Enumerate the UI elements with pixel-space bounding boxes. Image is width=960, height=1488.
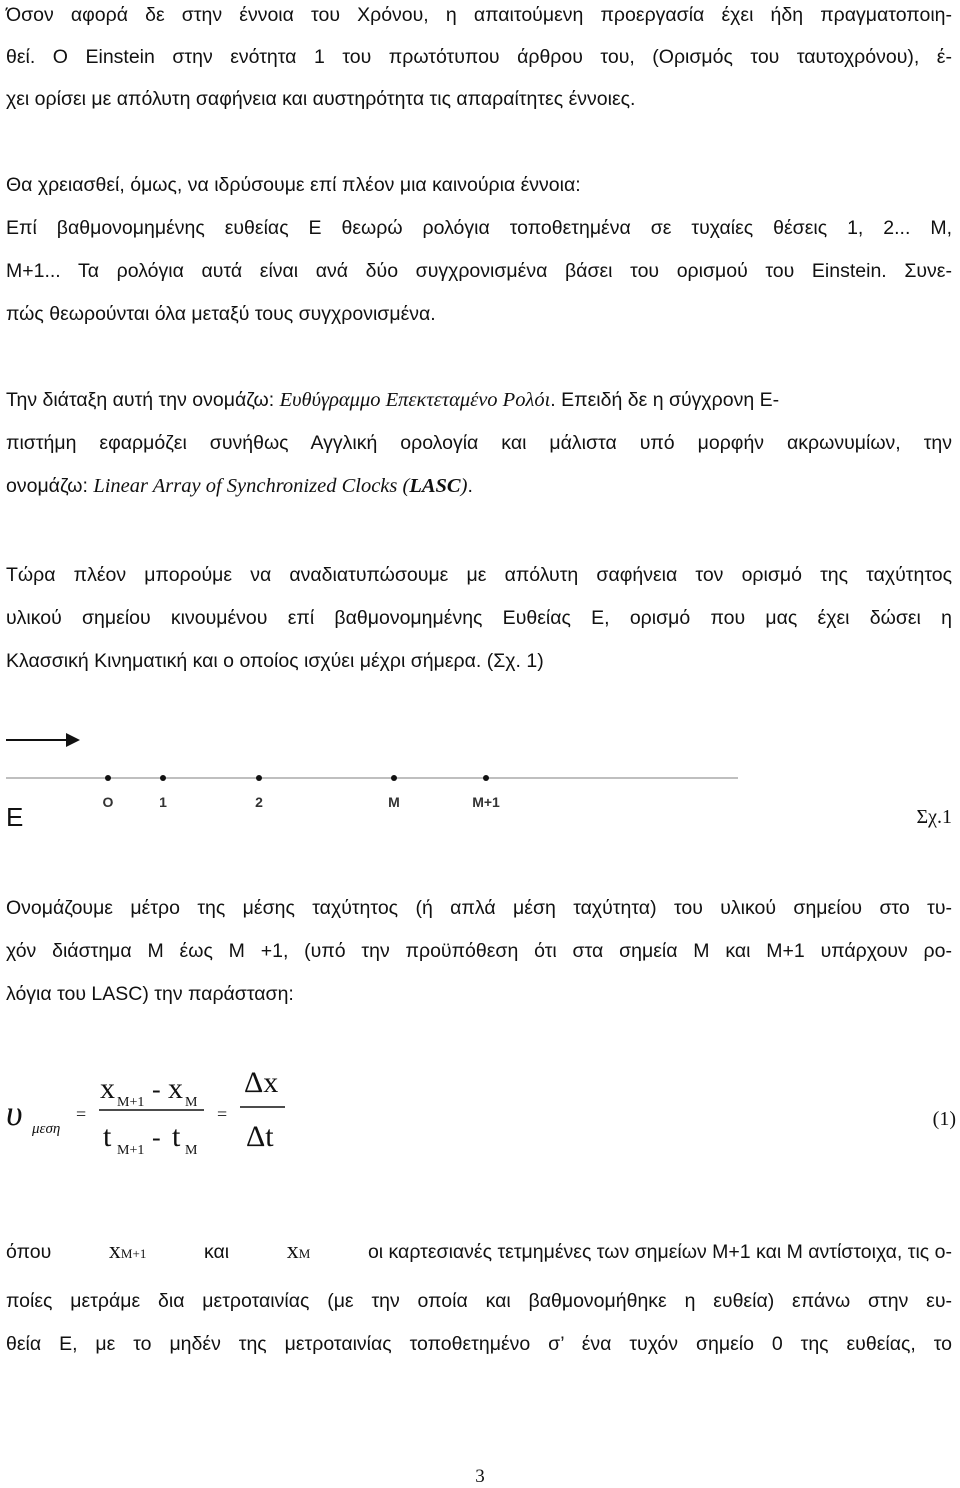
paragraph3-line1 (6, 387, 952, 413)
paragraph6-line2: ποίες μετράμε δια μετροταινίας (με την οποία και βαθμονομήθηκε η ευθεία) επάνω στην ευ- (6, 1290, 952, 1312)
paragraph6-line3: θεία Ε, με το μηδέν της μετροταινίας τοποθετημένο σ’ ένα τυχόν σημείο 0 της ευθείας, το (6, 1333, 952, 1355)
paragraph3-english-term: Linear Array of Synchronized Clocks ( (93, 475, 410, 497)
point-1-label: 1 (159, 794, 167, 810)
paragraph6-opou: όπου (6, 1241, 57, 1263)
paragraph6-line1 (6, 1238, 952, 1267)
inline-x-M (287, 1238, 311, 1267)
inline-x1-subscript: M+1 (120, 1246, 147, 1261)
paragraph1-line2: θεί. Ο Einstein στην ενότητα 1 του πρωτότυπου άρθρου του, (Ορισμός του ταυτοχρόνου), έ- (6, 46, 952, 68)
velocity-subscript: μεση (32, 1121, 61, 1137)
point-M (388, 775, 400, 810)
paragraph4-line3: Κλασσική Κινηματική και ο οποίος ισχύει μέχρι σήμερα. (Σχ. 1) (6, 650, 544, 672)
formula-average-velocity (0, 1060, 960, 1170)
paragraph3-period: . (467, 475, 473, 497)
paragraph3-prefix: Την διάταξη αυτή την ονομάζω: (6, 389, 280, 411)
denominator-t1: t (103, 1120, 112, 1153)
paragraph3-line1-text (6, 387, 779, 413)
inline-x1: x (108, 1238, 121, 1264)
paragraph6-kai: και (198, 1241, 235, 1263)
direction-arrow (6, 733, 80, 747)
delta-t: Δt (246, 1120, 274, 1153)
paragraph4-line2: υλικού σημείου κινουμένου επί βαθμονομημένης Ευθείας Ε, ορισμό που μας έχει δώσει η (6, 607, 952, 629)
paragraph1-line3: χει ορίσει με απόλυτη σαφήνεια και αυστηρότητα τις απαραίτητες έννοιες. (6, 88, 636, 110)
numerator-x1-subscript: M+1 (117, 1095, 145, 1110)
denominator-minus: - (152, 1123, 161, 1152)
point-M-label: M (388, 794, 400, 810)
figure-caption: Σχ.1 (916, 806, 952, 828)
numerator-x2: x (168, 1072, 183, 1105)
point-M-plus-1-label: M+1 (472, 794, 500, 810)
paragraph2-line1: Θα χρειασθεί, όμως, να ιδρύσουμε επί πλέον μια καινούρια έννοια: (6, 174, 581, 196)
paragraph1-line1: Όσον αφορά δε στην έννοια του Χρόνου, η απαιτούμενη προεργασία έχει ήδη πραγματοποιη- (6, 4, 952, 26)
paragraph5-line1: Ονομάζουμε μέτρο της μέσης ταχύτητος (ή απλά μέση ταχύτητα) του υλικού σημείου στο τυ- (6, 897, 952, 919)
paragraph4-line1: Τώρα πλέον μπορούμε να αναδιατυπώσουμε με απόλυτη σαφήνεια τον ορισμό της ταχύτητος (6, 564, 952, 586)
point-O (103, 775, 114, 810)
delta-x: Δx (244, 1066, 279, 1099)
equals-sign-2: = (217, 1104, 228, 1124)
velocity-symbol: υ (6, 1093, 23, 1133)
denominator-t2: t (172, 1120, 181, 1153)
numerator-x2-subscript: M (185, 1095, 198, 1110)
paragraph5-line2: χόν διάστημα Μ έως Μ +1, (υπό την προϋπόθεση ότι στα σημεία Μ και Μ+1 υπάρχουν ρο- (6, 940, 952, 962)
point-2-label: 2 (255, 794, 263, 810)
denominator-t2-subscript: M (185, 1143, 198, 1158)
figure-calibrated-line (0, 720, 760, 835)
paragraph3-acronym: LASC (409, 475, 461, 497)
point-1 (159, 775, 167, 810)
paragraph2-line2: Επί βαθμονομημένης ευθείας Ε θεωρώ ρολόγια τοποθετημένα σε τυχαίες θέσεις 1, 2... Μ, (6, 217, 952, 239)
paragraph3-suffix: . Επειδή δε η σύγχρονη Ε- (550, 389, 780, 411)
paragraph2-line4: πώς θεωρούνται όλα μεταξύ τους συγχρονισμένα. (6, 303, 436, 325)
paragraph2-line3: Μ+1... Τα ρολόγια αυτά είναι ανά δύο συγχρονισμένα βάσει του ορισμού του Einstein. Συνε- (6, 260, 952, 282)
denominator-t1-subscript: M+1 (117, 1143, 145, 1158)
line-label-E: Ε (6, 802, 24, 832)
point-M-plus-1 (472, 775, 500, 810)
numerator-x1: x (100, 1072, 115, 1105)
paragraph6-line1-rest: οι καρτεσιανές τετμημένες των σημείων Μ+1 και Μ αντίστοιχα, τις ο- (362, 1241, 952, 1263)
numerator-minus: - (152, 1075, 161, 1104)
paragraph5-line3: λόγια του LASC) την παράσταση: (6, 983, 294, 1005)
point-O-label: O (102, 794, 114, 810)
paragraph3-line3 (6, 473, 952, 499)
inline-x2-subscript: M (298, 1246, 311, 1261)
paragraph3-line2: πιστήμη εφαρμόζει συνήθως Αγγλική ορολογία και μάλιστα υπό μορφήν ακρωνυμίων, την (6, 432, 952, 454)
point-2 (255, 775, 263, 810)
inline-x-M-plus-1 (109, 1238, 146, 1267)
inline-x2: x (286, 1238, 299, 1264)
paragraph3-line3-prefix: ονομάζω: (6, 475, 94, 497)
paragraph3-close-paren: ) (460, 475, 468, 497)
page-number: 3 (475, 1466, 485, 1487)
equals-sign-1: = (76, 1104, 87, 1124)
equation-number: (1) (932, 1108, 956, 1130)
paragraph3-italic-term: Ευθύγραμμο Επεκτεταμένο Ρολόι (279, 389, 551, 411)
